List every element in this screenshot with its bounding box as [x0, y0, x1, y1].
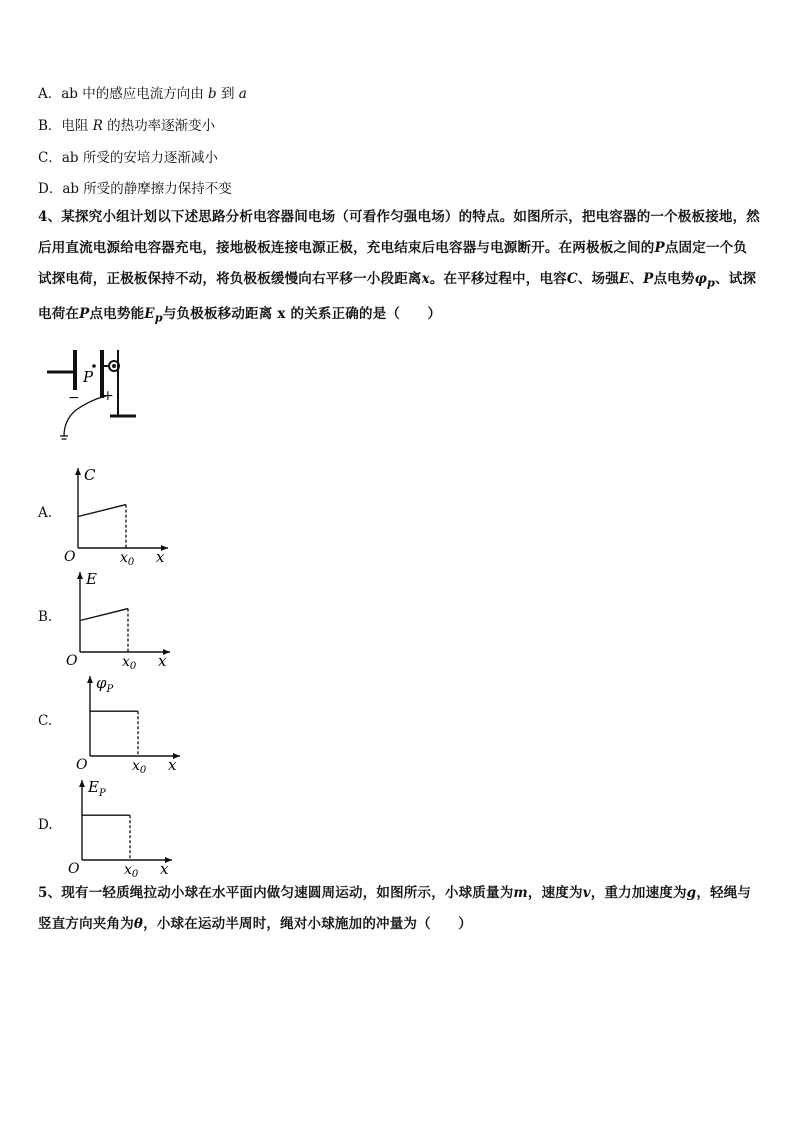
graph-line	[78, 505, 126, 517]
y-axis-arrow	[87, 676, 93, 683]
y-axis-label: $\varphi_P$	[96, 674, 114, 695]
x0-tick-label: $x_0$	[120, 550, 135, 568]
q4-text: 、试探电荷在	[38, 271, 757, 322]
q4-sub: p	[154, 310, 163, 325]
graph-d	[64, 774, 184, 880]
x0-tick-sub: 0	[127, 557, 135, 568]
q4-var: x	[421, 271, 430, 287]
q4-text: 与负极板移动距离 x 的关系正确的是（ ）	[162, 305, 442, 322]
graph-c-label: C.	[38, 713, 53, 729]
option-text: 电阻	[61, 118, 93, 134]
negative-plate	[73, 350, 77, 390]
x0-tick-label: $x_0$	[132, 758, 147, 776]
q4-var: P	[79, 305, 90, 322]
option-text: ab 所受的安培力逐渐减小	[61, 150, 218, 166]
y-axis-label-sub: P	[106, 684, 114, 695]
q4-var: E	[144, 305, 155, 322]
question-5	[38, 878, 760, 940]
y-axis-arrow	[77, 572, 83, 579]
x0-tick-sub: 0	[131, 869, 139, 880]
x0-tick-label: $x_0$	[122, 654, 137, 672]
origin-label: O	[76, 757, 88, 773]
q4-var: P	[654, 240, 665, 256]
graph-line	[80, 609, 128, 621]
option-letter: D．	[38, 181, 63, 197]
y-axis-label: $E_P$	[88, 778, 106, 799]
origin-label: O	[64, 549, 76, 565]
q4-var: E	[618, 271, 630, 287]
x-axis-label: x	[158, 652, 167, 670]
option-letter: B．	[38, 118, 62, 134]
y-axis-label: E	[86, 570, 97, 588]
option-var: a	[238, 86, 247, 102]
prev-option-b	[38, 114, 215, 134]
q5-text: ，速度为	[527, 885, 583, 901]
q4-var: φ	[694, 271, 708, 287]
x0-tick-sub: 0	[129, 661, 137, 672]
q5-text: ，轻绳与竖直方向夹角为	[38, 885, 752, 932]
option-var: b	[208, 86, 217, 102]
q5-text: ，小球在运动半周时，绳对小球施加的冲量为（ ）	[143, 916, 472, 932]
q5-var: v	[582, 885, 591, 901]
x-axis-label: x	[160, 860, 169, 878]
p-label: P	[83, 368, 94, 386]
y-axis-label-sub: P	[98, 788, 106, 799]
graph-a	[60, 462, 180, 568]
x0-tick-label: $x_0$	[124, 862, 139, 880]
q4-var: P	[643, 271, 654, 287]
q4-text: 、场强	[577, 271, 619, 287]
q4-text: 某探究小组计划以下述思路分析电容器间电场（可看作匀强电场）的特点。如图所示，把电容器的一个极板接地，然后用直流电源给电容器充电，接地极板连接电源正极，充电结束后电容器与电源断开。在两极板之间的	[38, 209, 760, 256]
question-4	[38, 202, 760, 333]
minus-sign: −	[68, 390, 80, 406]
clamp-center	[112, 364, 116, 368]
graph-b-label: B.	[38, 609, 53, 625]
question-number: 5、	[38, 885, 62, 901]
graph-a-label: A.	[38, 505, 53, 521]
prev-option-d	[38, 177, 232, 197]
option-text: ab 中的感应电流方向由	[61, 86, 209, 102]
x0-tick-sub: 0	[139, 765, 147, 776]
option-text: ab 所受的静摩擦力保持不变	[62, 181, 232, 197]
option-var: R	[92, 118, 103, 134]
q4-text: 点电势能	[89, 305, 145, 322]
q4-sub: p	[707, 275, 716, 290]
x-axis-label: x	[156, 548, 165, 566]
graph-d-label: D.	[38, 817, 53, 833]
q5-text: ，重力加速度为	[590, 885, 687, 901]
q5-var: g	[686, 885, 697, 901]
q4-text: 点电势	[653, 271, 695, 287]
option-text: 的热功率逐渐变小	[102, 118, 216, 134]
graph-c	[72, 670, 192, 776]
q4-var: C	[566, 271, 578, 287]
q4-text: 、	[629, 271, 644, 287]
y-axis-arrow	[79, 780, 85, 787]
q4-text: 点固定一个负试探电荷，正极板保持不动，将负极板缓慢向右平移一小段距离	[38, 240, 748, 287]
y-axis-arrow	[75, 468, 81, 475]
option-letter: C．	[38, 150, 62, 166]
graph-b	[62, 566, 182, 672]
origin-label: O	[66, 653, 78, 669]
option-text: 到	[216, 86, 239, 102]
q4-text: 。在平移过程中，电容	[429, 271, 567, 287]
x-axis-label: x	[168, 756, 177, 774]
y-axis-label: C	[84, 466, 96, 484]
option-letter: A．	[38, 86, 62, 102]
prev-option-c	[38, 146, 218, 166]
q5-var: θ	[133, 916, 144, 932]
capacitor-apparatus-figure	[40, 340, 160, 455]
prev-option-a	[38, 82, 247, 102]
plus-sign: +	[102, 388, 114, 404]
q5-var: m	[513, 885, 528, 901]
origin-label: O	[68, 861, 80, 877]
question-number: 4、	[38, 209, 62, 225]
q5-text: 现有一轻质绳拉动小球在水平面内做匀速圆周运动，如图所示，小球质量为	[61, 885, 514, 901]
